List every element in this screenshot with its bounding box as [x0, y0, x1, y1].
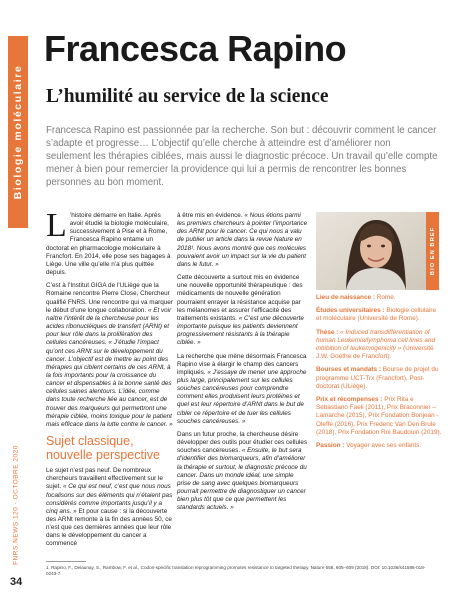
paragraph	[177, 431, 308, 513]
section-heading: Sujet classique, nouvelle perspective	[46, 434, 160, 462]
fact-label: Études universitaires :	[316, 307, 387, 315]
paragraph-text: à être mis en évidence.	[177, 212, 245, 219]
quote-text: « Ce qui est neuf, c’est que nous nous focalisons sur des éléments qui n’étaient pas considérés comme importants jusqu’il y a cinq ans. »	[46, 483, 173, 515]
page-subtitle: L’humilité au service de la science	[46, 86, 329, 107]
paragraph	[46, 467, 173, 549]
fact-birthplace	[316, 294, 442, 302]
fact-label: Passion :	[316, 442, 347, 450]
lead-paragraph: Francesca Rapino est passionnée par la recherche. Son but : découvrir comment le cancer s’adapte et progresse… L’objectif qu’elle cherche à atteindre est d’améliorer non seulement les thérapies ciblées, mais aussi le diagnostic précoce. Un travail qu’elle compte mener à bien pour remercier la providence qui lui a permis de rencontrer les bonnes personnes au bon moment.	[46, 125, 438, 188]
article-column-1	[46, 207, 173, 554]
bio-facts	[316, 294, 442, 455]
fact-value: (Université J.W. Goethe de Francfort).	[316, 345, 434, 361]
paragraph	[177, 353, 308, 426]
fact-value: Biologie cellulaire et moléculaire (Université de Rome).	[316, 307, 437, 323]
fact-grants	[316, 366, 442, 391]
fact-label: Prix et récompenses :	[316, 396, 385, 404]
issue-info	[6, 430, 26, 580]
paragraph-text: Dans un futur proche, la chercheuse désire développer des outils pour étudier ces cellules souches cancéreuses.	[177, 430, 308, 455]
paragraph-text: C’est à l’Institut GIGA de l’ULiège que la Romaine rencontre Pierre Close, Chercheur qualifié FNRS. Une rencontre qui va marquer le début d’une longue collaboration.	[46, 282, 173, 314]
quote-text: « J’essaye de mener une approche plus large, principalement sur les cellules souches cancéreuses pour comprendre comment elles produisent leurs protéines et quel est leur répertoire d’ARNt dans le but de cibler ce répertoire et de tuer les cellules souches cancéreuses. »	[177, 368, 307, 425]
fact-passion	[316, 442, 442, 450]
paragraph-text: Le sujet n’est pas neuf. De nombreux chercheurs travaillent effectivement sur le sujet.	[46, 467, 163, 491]
paragraph	[46, 207, 173, 277]
paragraph-text: Cette découverte a surtout mis en évidence une nouvelle opportunité thérapeutique : des médicaments de nouvelle génération pourraient enrayer la résistance acquise par les mélanomes et assurer l’efficacité des traitements existants.	[177, 274, 303, 322]
fact-value: Rome.	[376, 294, 396, 301]
fact-studies	[316, 307, 442, 323]
section-tag-label: Biologie moléculaire	[12, 64, 24, 200]
paragraph-text: La recherche que mène désormais Francesca Rapino vise à élargir le champ des cancers impliqués.	[177, 352, 307, 376]
fact-value: Voyager avec ses enfants.	[346, 442, 422, 450]
fact-label: Lieu de naissance :	[316, 294, 377, 301]
fact-value: « Induced transdifferentiation of human Leukemia/lymphoma cell lines and inhibition of leukemogenicity »	[316, 328, 436, 353]
quote-text: « C’est une découverte importante puisque les patients deviennent progressivement résistants à la thérapie ciblée. »	[177, 314, 304, 347]
portrait-illustration	[316, 212, 426, 290]
footnote-rule	[46, 561, 86, 562]
page-title: Francesca Rapino	[44, 28, 347, 69]
page-number: 34	[10, 576, 23, 588]
fact-value: Bourse de projet du programme UCT-Trx (Francfort), Post-doctorat (ULiège).	[316, 366, 439, 390]
paragraph	[46, 282, 173, 429]
paragraph	[177, 212, 308, 269]
fact-awards	[316, 396, 442, 437]
bio-tab-label: BIO EN BREF	[429, 226, 436, 276]
quote-text: « Nous étions parmi les premiers chercheurs à pointer l’importance des ARNt pour le cancer. Ce qui nous a valu de publier un article dans la revue Nature en 2018¹. Nous avons montré que ces molécules pouvaient avoir un impact sur la vie du patient dans le futur. »	[177, 212, 308, 268]
drop-cap: L	[46, 207, 67, 244]
fact-label: Thèse :	[316, 328, 341, 336]
quote-text: « Ensuite, le but sera d’identifier des biomarqueurs, afin d’améliorer la thérapie et surtout, le diagnostic précoce du cancer. Dans un monde idéal, une simple prise de sang avec quelques biomarqueurs pourrait permettre de diagnostiquer un cancer bien plus tôt que ce que permettent les standards actuels. »	[177, 447, 307, 512]
fact-value: Prix Rita e Sebastiano Faeli (2011), Prix Braconnier – Lamarche (2015), Prix Fondation Bonjean - Oleffe (2016), Prix Frederic Van Den Brule (2018), Prix Fondation Roi Baudouin (2019).	[316, 396, 442, 436]
quote-text: « Et voir naître l’intérêt de la chercheuse pour les acides ribonucléiques de transfert (ARNt) et pour leur rôle dans la prolifération des cellules cancéreuses. « J’étudie l’impact qu’ont ces ARNt sur le développement du cancer. L’objectif est de mettre au point des thérapies qui ciblent certains de ces ARNt, à la fois importants pour la croissance du cancer et dispensables à la bonne santé des cellules saines alentours. L’idée, comme dans toute recherche liée au cancer, est de trouver des marqueurs qui permettront une thérapie ciblée, moins toxique pour le patient mais efficace dans la lutte contre le cancer. »	[46, 306, 173, 428]
fact-label: Bourses et mandats :	[316, 366, 383, 374]
portrait-photo	[316, 212, 426, 290]
side-band	[0, 0, 28, 600]
paragraph-text: Et pour cause : si la découverte des ARNt remonte à la fin des années 50, ce n’est que ces dernières années que leur rôle dans le développement du cancer a commencé	[46, 507, 172, 548]
section-tag	[8, 36, 28, 228]
fact-thesis	[316, 329, 442, 362]
footnote: 1. Rapino, F., Delaunay, S., Rambow, F. et al., Codon-specific translation reprogramming promotes resistance to targeted therapy. Nature 558, 605–609 (2018). DOI: 10.1038/s41586-018-0243-7.	[46, 565, 426, 576]
paragraph-text: ’histoire démarre en Italie. Après avoir étudié la biologie moléculaire, successivement à Pise et à Rome, Francesca Rapino entame un doctorat en pharmacologie moléculaire à Francfort. En 2014, elle pose ses bagages à Liège. Une ville qu’elle n’a plus quittée depuis.	[46, 212, 171, 277]
issue-label: FNRS.NEWS 120 - OCTOBRE 2020	[12, 445, 20, 565]
paragraph	[177, 274, 308, 347]
bio-tab	[426, 212, 439, 290]
article-column-2	[177, 212, 308, 517]
